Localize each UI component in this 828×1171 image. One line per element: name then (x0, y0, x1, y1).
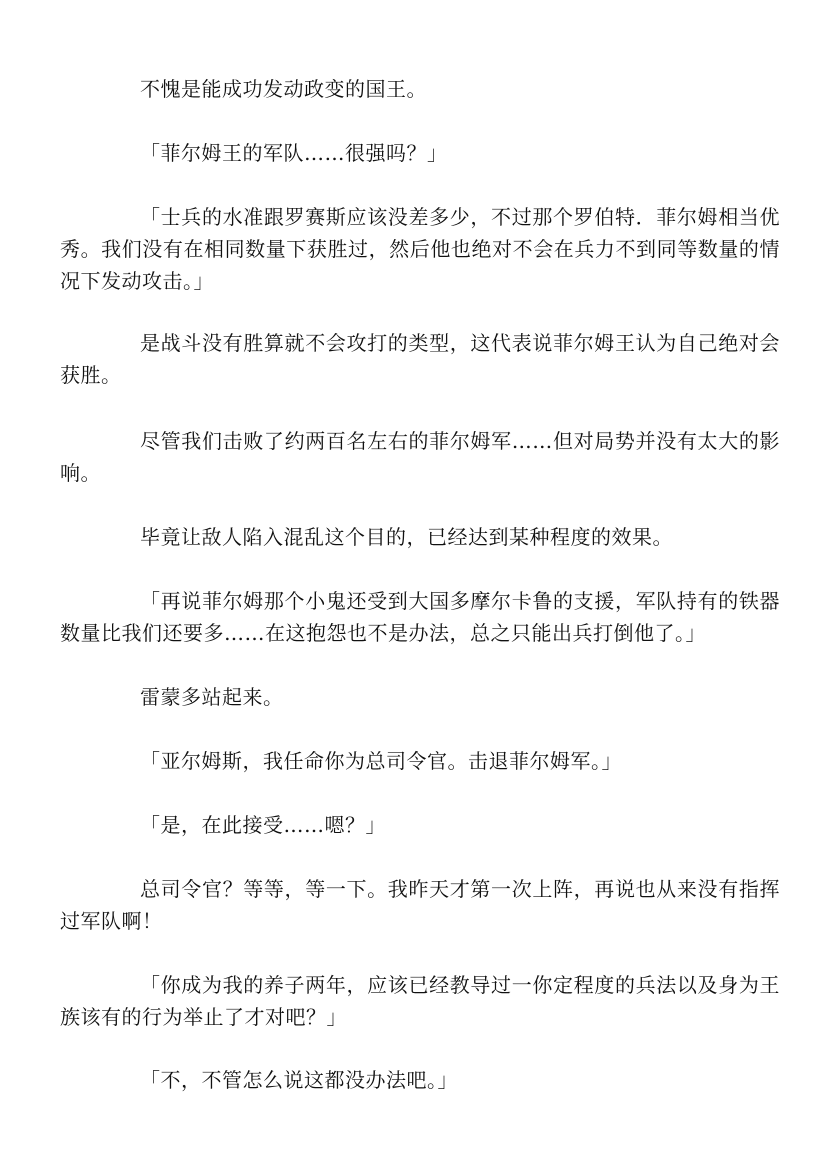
paragraph: 「你成为我的养子两年，应该已经教导过一你定程度的兵法以及身为王族该有的行为举止了才对吧？」 (60, 973, 780, 1029)
paragraph: 尽管我们击败了约两百名左右的菲尔姆军……但对局势并没有太大的影响。 (60, 429, 780, 485)
paragraph: 毕竟让敌人陷入混乱这个目的，已经达到某种程度的效果。 (140, 525, 673, 549)
paragraph: 雷蒙多站起来。 (140, 685, 284, 709)
paragraph: 不愧是能成功发动政变的国王。 (140, 77, 427, 101)
paragraph: 「菲尔姆王的军队……很强吗？」 (140, 141, 448, 165)
paragraph: 「不，不管怎么说这都没办法吧。」 (140, 1068, 458, 1092)
paragraph: 「士兵的水准跟罗赛斯应该没差多少，不过那个罗伯特．菲尔姆相当优秀。我们没有在相同数量下获胜过，然后他也绝对不会在兵力不到同等数量的情况下发动攻击。」 (60, 205, 780, 293)
paragraph: 是战斗没有胜算就不会攻打的类型，这代表说菲尔姆王认为自己绝对会获胜。 (60, 331, 780, 387)
paragraph: 「是，在此接受……嗯？」 (140, 813, 386, 837)
paragraph: 「再说菲尔姆那个小鬼还受到大国多摩尔卡鲁的支援，军队持有的铁器数量比我们还要多……在这抱怨也不是办法，总之只能出兵打倒他了。」 (60, 589, 780, 645)
paragraph: 「亚尔姆斯，我任命你为总司令官。击退菲尔姆军。」 (140, 749, 622, 773)
paragraph: 总司令官？等等，等一下。我昨天才第一次上阵，再说也从来没有指挥过军队啊！ (60, 877, 780, 933)
